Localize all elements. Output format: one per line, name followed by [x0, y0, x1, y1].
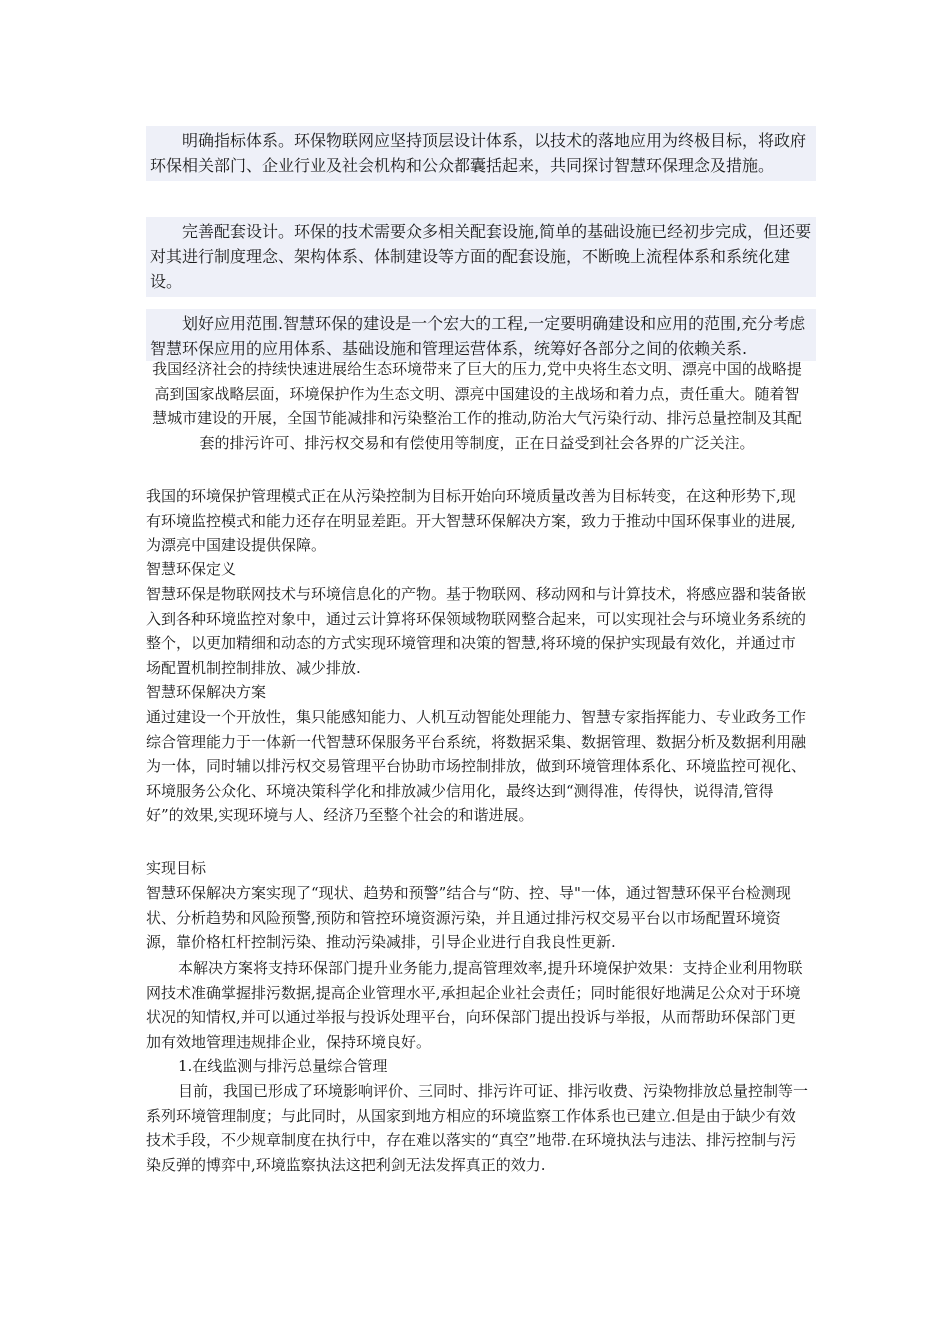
- highlighted-paragraph-application-scope: [146, 309, 816, 361]
- paragraph-indicator-system: 明确指标体系。环保物联网应坚持顶层设计体系，以技术的落地应用为终极目标，将政府环保相关部门、企业行业及社会机构和公众都囊括起来，共同探讨智慧环保理念及措施。: [150, 131, 807, 175]
- paragraph-solution: 通过建设一个开放性，集只能感知能力、人机互动智能处理能力、智慧专家指挥能力、专业政务工作综合管理能力于一体新一代智慧环保服务平台系统，将数据采集、数据管理、数据分析及数据利用融为一体，同时辅以排污权交易管理平台协助市场控制排放，做到环境管理体系化、环境监控可视化、环境服务公众化、环境决策科学化和排放减少信用化，最终达到“测得准，传得快，说得清,管得好”的效果,实现环境与人、经济乃至整个社会的和谐进展。: [146, 708, 807, 825]
- paragraph-management-mode: 我国的环境保护管理模式正在从污染控制为目标开始向环境质量改善为目标转变，在这种形势下,现有环境监控模式和能力还存在明显差距。开大智慧环保解决方案，致力于推动中国环保事业的进展,为漂亮中国建设提供保障。: [146, 487, 796, 555]
- paragraph-support-capability: 本解决方案将支持环保部门提升业务能力,提高管理效率,提升环境保护效果：支持企业利用物联网技术准确掌握排污数据,提高企业管理水平,承担起企业社会责任；同时能很好地满足公众对于环境状况的知情权,并可以通过举报与投诉处理平台，向环保部门提出投诉与举报，从而帮助环保部门更加有效地管理违规排企业，保持环境良好。: [146, 959, 803, 1051]
- paragraph-background-centered: 我国经济社会的持续快速进展给生态环境带来了巨大的压力,党中央将生态文明、漂亮中国的战略提高到国家战略层面，环境保护作为生态文明、漂亮中国建设的主战场和着力点，责任重大。随着智慧城市建设的开展，全国节能减排和污染整治工作的推动,防治大气污染行动、排污总量控制及其配套的排污许可、排污权交易和有偿使用等制度，正在日益受到社会各界的广泛关注。: [152, 360, 802, 452]
- paragraph-goals: 智慧环保解决方案实现了“现状、趋势和预警”结合与“防、控、导"一体，通过智慧环保平台检测现状、分析趋势和风险预警,预防和管控环境资源污染，并且通过排污权交易平台以市场配置环境资源，靠价格杠杆控制污染、推动污染减排，引导企业进行自我良性更新.: [146, 884, 791, 952]
- paragraph-online-monitoring: 目前，我国已形成了环境影响评价、三同时、排污许可证、排污收费、污染物排放总量控制等一系列环境管理制度；与此同时，从国家到地方相应的环境监察工作体系也已建立.但是由于缺少有效技术手段，不少规章制度在执行中，存在难以落实的“真空”地带.在环境执法与违法、排污控制与污染反弹的博弈中,环境监察执法这把利剑无法发挥真正的效力.: [146, 1082, 809, 1174]
- paragraph-application-scope: 划好应用范围.智慧环保的建设是一个宏大的工程,一定要明确建设和应用的范围,充分考虑智慧环保应用的应用体系、基础设施和管理运营体系，统筹好各部分之间的依赖关系.: [150, 314, 806, 358]
- heading-solution: 智慧环保解决方案: [146, 683, 267, 701]
- highlighted-paragraph-supporting-design: [146, 217, 816, 297]
- paragraph-smart-env-definition: 智慧环保是物联网技术与环境信息化的产物。基于物联网、移动网和与计算技术，将感应器和装备嵌入到各种环境监控对象中，通过云计算将环保领域物联网整合起来，可以实现社会与环境业务系统的整个，以更加精细和动态的方式实现环境管理和决策的智慧,将环境的保护实现最有效化，并通过市场配置机制控制排放、减少排放.: [146, 585, 807, 677]
- heading-goals: 实现目标: [146, 859, 207, 877]
- heading-online-monitoring: 1.在线监测与排污总量综合管理: [178, 1057, 388, 1075]
- paragraph-supporting-design: 完善配套设计。环保的技术需要众多相关配套设施,简单的基础设施已经初步完成，但还要对其进行制度理念、架构体系、体制建设等方面的配套设施，不断晚上流程体系和系统化建设。: [150, 222, 812, 291]
- heading-smart-env-definition: 智慧环保定义: [146, 560, 237, 578]
- highlighted-paragraph-indicators: [146, 126, 816, 181]
